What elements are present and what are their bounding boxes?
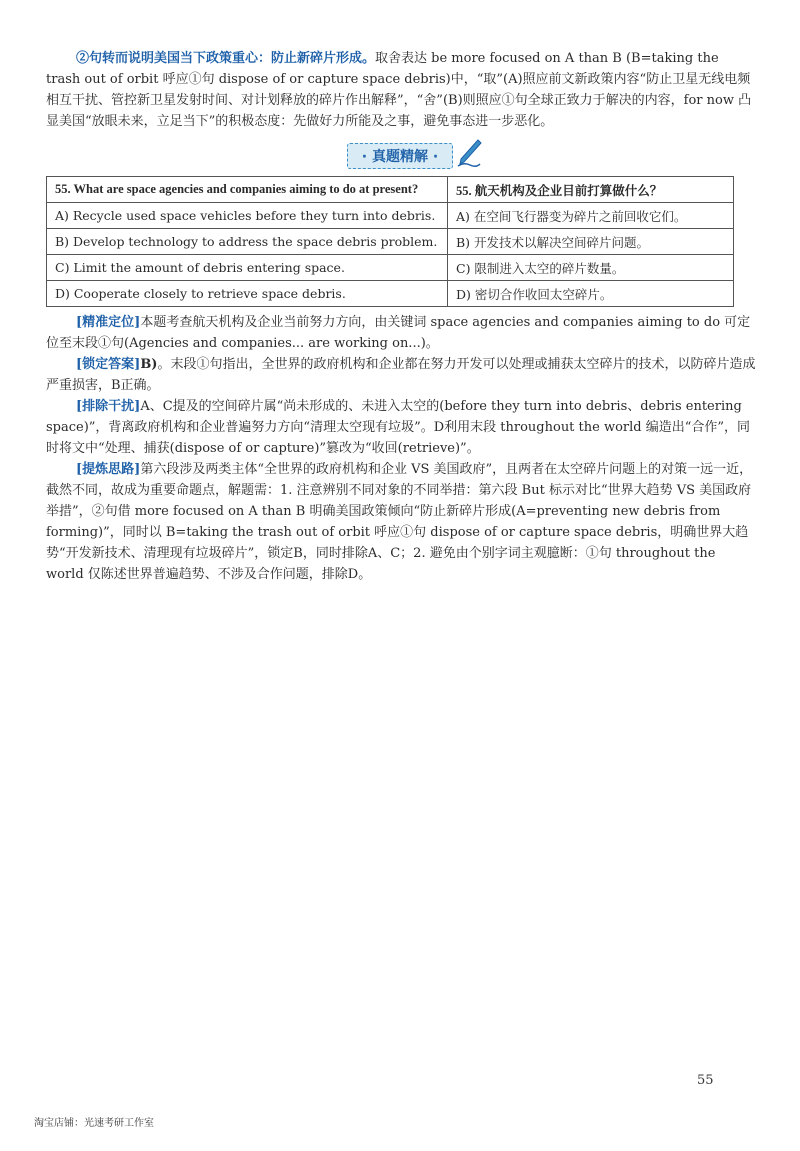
intro-heading: ②句转而说明美国当下政策重心：防止新碎片形成。 (76, 51, 376, 66)
exclude-text: A、C提及的空间碎片属“尚未形成的、未进入太空的(before they turn into debris、debris entering space)”，背离政府机构和企业普遍努力方向“清理太空现有垃圾”。D利用末段 throughout the world 编造出“合作”，同时将文中“处理、捕获(dispose of or capture)”篡改为“收回(retrieve)”。 (46, 399, 751, 456)
refine-tag: [提炼思路] (76, 462, 141, 477)
locate-paragraph (46, 312, 756, 354)
option-b-zh: B) 开发技术以解决空间碎片问题。 (448, 229, 734, 255)
option-c-en: C) Limit the amount of debris entering space. (47, 255, 448, 281)
refine-text: 第六段涉及两类主体“全世界的政府机构和企业 VS 美国政府”，且两者在太空碎片问题上的对策一远一近，截然不同，故成为重要命题点，解题需：1. 注意辨别不同对象的不同举措：第六段 But 标示对比“世界大趋势 VS 美国政府举措”，②句借 more focused on A than B 明确美国政策倾向“防止新碎片形成(A=preventing new debris from forming)”，同时以 B=taking the trash out of orbit 呼应①句 dispose of or capture space debris，明确世界大趋势“开发新技术、清理现有垃圾碎片”，锁定B，同时排除A、C；2. 避免由个别字词主观臆断：①句 throughout the world 仅陈述世界普遍趋势、不涉及合作问题，排除D。 (46, 462, 753, 582)
pen-icon (456, 138, 482, 168)
banner-text: · 真题精解 · (361, 149, 439, 165)
option-row (47, 281, 734, 307)
intro-text: 取舍表达 be more focused on A than B (B=taking the trash out of orbit 呼应①句 dispose of or capture space debris)中，“取”(A)照应前文新政策内容“防止卫星无线电频相互干扰、管控新卫星发射时间、对计划释放的碎片作出解释”，“舍”(B)则照应①句全球正致力于解决的内容，for now 凸显美国“放眼未来，立足当下”的积极态度：先做好力所能及之事，避免事态进一步恶化。 (46, 51, 752, 129)
option-d-zh: D) 密切合作收回太空碎片。 (448, 281, 734, 307)
option-a-en: A) Recycle used space vehicles before they turn into debris. (47, 203, 448, 229)
exclude-tag: [排除干扰] (76, 399, 141, 414)
question-zh: 55. 航天机构及企业目前打算做什么？ (448, 177, 734, 203)
intro-paragraph (46, 48, 756, 132)
answer-tag: [锁定答案] (76, 357, 141, 372)
option-c-zh: C) 限制进入太空的碎片数量。 (448, 255, 734, 281)
section-banner (0, 143, 800, 169)
exclude-paragraph (46, 396, 756, 459)
option-d-en: D) Cooperate closely to retrieve space debris. (47, 281, 448, 307)
footer-shop-label: 淘宝店铺：光速考研工作室 (34, 1118, 154, 1129)
section-banner-label (347, 143, 453, 169)
answer-choice: B) (140, 357, 158, 372)
answer-text: 。末段①句指出，全世界的政府机构和企业都在努力开发可以处理或捕获太空碎片的技术，以防碎片造成严重损害，B正确。 (46, 357, 756, 393)
option-row (47, 229, 734, 255)
locate-text: 本题考查航天机构及企业当前努力方向，由关键词 space agencies and companies aiming to do 可定位至末段①句(Agencies and companies... are working on...)。 (46, 315, 751, 351)
option-row (47, 255, 734, 281)
answer-paragraph (46, 354, 756, 396)
question-en: 55. What are space agencies and companies aiming to do at present? (47, 177, 448, 203)
locate-tag: [精准定位] (76, 315, 141, 330)
refine-paragraph (46, 459, 756, 585)
table-header-row (47, 177, 734, 203)
question-table (46, 176, 734, 307)
option-b-en: B) Develop technology to address the space debris problem. (47, 229, 448, 255)
option-a-zh: A) 在空间飞行器变为碎片之前回收它们。 (448, 203, 734, 229)
option-row (47, 203, 734, 229)
page-number: 55 (697, 1073, 714, 1088)
